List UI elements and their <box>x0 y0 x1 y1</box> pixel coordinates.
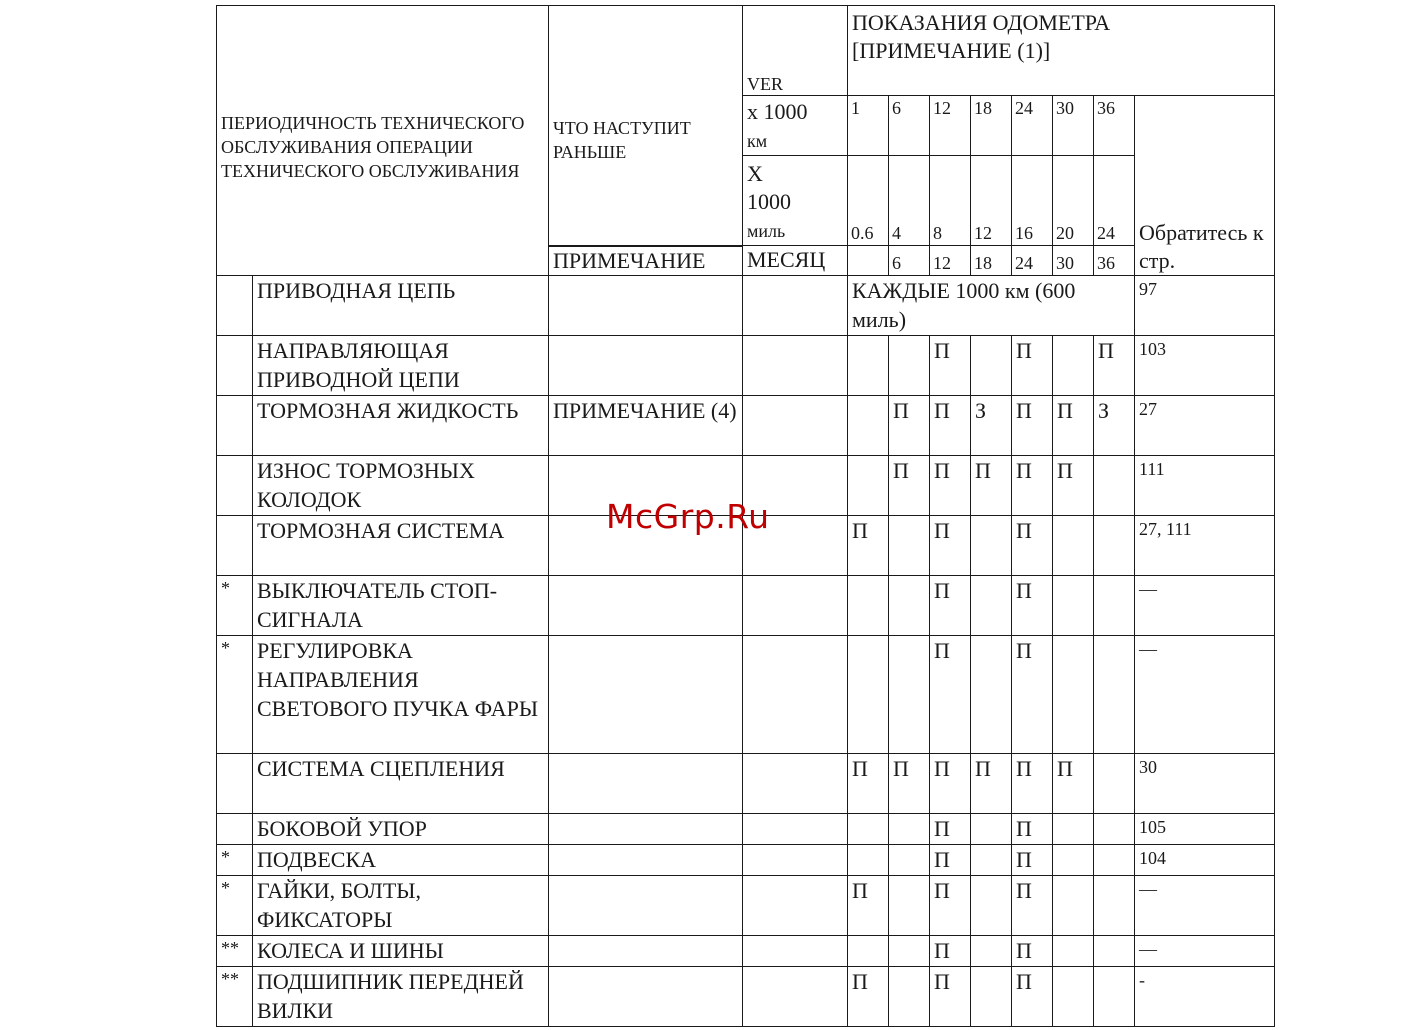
month-label: МЕСЯЦ <box>743 246 848 276</box>
schedule-mark: П <box>1012 936 1053 967</box>
schedule-mark: П <box>930 636 971 754</box>
month-value: 6 <box>889 246 930 276</box>
schedule-mark: П <box>1012 754 1053 814</box>
km-value: 1 <box>848 96 889 156</box>
table-row <box>217 754 1275 814</box>
table-row <box>217 814 1275 845</box>
schedule-mark <box>971 814 1012 845</box>
reference-page: 103 <box>1135 336 1275 396</box>
note-cell <box>549 276 743 336</box>
importance-marker <box>217 456 253 516</box>
mile-value: 4 <box>889 156 930 246</box>
month-cell <box>743 814 848 845</box>
schedule-mark <box>848 576 889 636</box>
reference-page: 27, 111 <box>1135 516 1275 576</box>
table-row <box>217 936 1275 967</box>
importance-marker <box>217 396 253 456</box>
month-cell <box>743 754 848 814</box>
table-row <box>217 516 1275 576</box>
table-row <box>217 576 1275 636</box>
reference-page: — <box>1135 876 1275 936</box>
month-cell <box>743 396 848 456</box>
mile-value: 20 <box>1053 156 1094 246</box>
month-cell <box>743 276 848 336</box>
schedule-mark: З <box>971 396 1012 456</box>
schedule-mark: П <box>1053 456 1094 516</box>
schedule-mark <box>1094 814 1135 845</box>
schedule-mark: П <box>1012 967 1053 1027</box>
schedule-mark <box>1094 936 1135 967</box>
schedule-mark: П <box>1012 636 1053 754</box>
schedule-mark: П <box>1012 396 1053 456</box>
month-cell <box>743 636 848 754</box>
schedule-mark <box>1094 967 1135 1027</box>
schedule-mark: П <box>930 456 971 516</box>
schedule-mark <box>1053 876 1094 936</box>
note-cell <box>549 456 743 516</box>
schedule-mark: П <box>1012 516 1053 576</box>
km-unit-label: x 1000 км <box>743 96 848 156</box>
schedule-mark: П <box>1012 336 1053 396</box>
mile-value: 0.6 <box>848 156 889 246</box>
schedule-mark: П <box>930 936 971 967</box>
maintenance-item: КОЛЕСА И ШИНЫ <box>253 936 549 967</box>
mile-value: 16 <box>1012 156 1053 246</box>
schedule-mark: П <box>1012 456 1053 516</box>
schedule-mark <box>1053 516 1094 576</box>
maintenance-item: НАПРАВЛЯЮЩАЯ ПРИВОДНОЙ ЦЕПИ <box>253 336 549 396</box>
note-cell <box>549 336 743 396</box>
schedule-mark <box>1053 845 1094 876</box>
reference-page: 105 <box>1135 814 1275 845</box>
odometer-title: ПОКАЗАНИЯ ОДОМЕТРА [ПРИМЕЧАНИЕ (1)] <box>848 6 1275 96</box>
schedule-mark <box>971 576 1012 636</box>
month-cell <box>743 845 848 876</box>
table-row <box>217 876 1275 936</box>
maintenance-schedule-table <box>216 5 1275 1027</box>
schedule-mark: П <box>1012 814 1053 845</box>
schedule-mark <box>1053 576 1094 636</box>
interval-title: ПЕРИОДИЧНОСТЬ ТЕХНИЧЕСКОГО ОБСЛУЖИВАНИЯ ОПЕРАЦИИ ТЕХНИЧЕСКОГО ОБСЛУЖИВАНИЯ <box>217 6 549 276</box>
importance-marker: ** <box>217 936 253 967</box>
schedule-mark: П <box>971 456 1012 516</box>
schedule-mark <box>1053 936 1094 967</box>
note-cell <box>549 936 743 967</box>
schedule-mark: П <box>930 967 971 1027</box>
km-value: 12 <box>930 96 971 156</box>
maintenance-item: ПОДВЕСКА <box>253 845 549 876</box>
schedule-mark <box>848 636 889 754</box>
schedule-mark: П <box>848 516 889 576</box>
note-cell: ПРИМЕЧАНИЕ (4) <box>549 396 743 456</box>
schedule-mark <box>889 936 930 967</box>
schedule-mark <box>1094 876 1135 936</box>
schedule-mark: П <box>930 845 971 876</box>
ver-label: VER <box>743 6 848 96</box>
watermark: McGrp.Ru <box>606 497 770 536</box>
schedule-mark <box>848 814 889 845</box>
schedule-mark <box>889 876 930 936</box>
schedule-mark <box>1053 336 1094 396</box>
importance-marker <box>217 336 253 396</box>
schedule-mark <box>971 336 1012 396</box>
mile-unit-label: X 1000 миль <box>743 156 848 246</box>
schedule-mark <box>889 576 930 636</box>
km-value: 6 <box>889 96 930 156</box>
schedule-mark <box>848 936 889 967</box>
schedule-mark <box>1053 814 1094 845</box>
reference-page: — <box>1135 636 1275 754</box>
schedule-mark <box>1053 967 1094 1027</box>
month-cell <box>743 876 848 936</box>
maintenance-item: ГАЙКИ, БОЛТЫ, ФИКСАТОРЫ <box>253 876 549 936</box>
km-value: 30 <box>1053 96 1094 156</box>
schedule-mark: П <box>1053 396 1094 456</box>
schedule-mark: П <box>1012 845 1053 876</box>
maintenance-item: РЕГУЛИРОВКА НАПРАВЛЕНИЯ СВЕТОВОГО ПУЧКА ФАРЫ <box>253 636 549 754</box>
month-cell <box>743 967 848 1027</box>
schedule-mark <box>1094 516 1135 576</box>
reference-page: 30 <box>1135 754 1275 814</box>
maintenance-item: ПОДШИПНИК ПЕРЕДНЕЙ ВИЛКИ <box>253 967 549 1027</box>
month-value: 12 <box>930 246 971 276</box>
note-cell <box>549 845 743 876</box>
month-value: 24 <box>1012 246 1053 276</box>
schedule-mark <box>889 516 930 576</box>
km-value: 18 <box>971 96 1012 156</box>
schedule-mark <box>848 456 889 516</box>
importance-marker: * <box>217 876 253 936</box>
note-cell <box>549 876 743 936</box>
whichever-first-label: ЧТО НАСТУПИТ РАНЬШЕ <box>549 6 743 246</box>
schedule-mark: П <box>889 754 930 814</box>
importance-marker: * <box>217 845 253 876</box>
month-cell <box>743 456 848 516</box>
schedule-mark <box>889 636 930 754</box>
maintenance-item: ИЗНОС ТОРМОЗНЫХ КОЛОДОК <box>253 456 549 516</box>
schedule-mark: П <box>848 876 889 936</box>
schedule-mark <box>848 396 889 456</box>
schedule-mark <box>889 814 930 845</box>
header-row-odometer <box>217 6 1275 96</box>
importance-marker <box>217 276 253 336</box>
month-value <box>848 246 889 276</box>
schedule-mark <box>889 845 930 876</box>
schedule-mark <box>889 967 930 1027</box>
reference-page: 97 <box>1135 276 1275 336</box>
note-cell <box>549 967 743 1027</box>
schedule-mark <box>971 876 1012 936</box>
maintenance-item: ПРИВОДНАЯ ЦЕПЬ <box>253 276 549 336</box>
month-value: 18 <box>971 246 1012 276</box>
importance-marker <box>217 814 253 845</box>
importance-marker <box>217 754 253 814</box>
schedule-mark <box>1094 576 1135 636</box>
month-value: 30 <box>1053 246 1094 276</box>
reference-page: 111 <box>1135 456 1275 516</box>
importance-marker: * <box>217 636 253 754</box>
maintenance-item: ТОРМОЗНАЯ ЖИДКОСТЬ <box>253 396 549 456</box>
schedule-mark <box>971 636 1012 754</box>
note-cell <box>549 754 743 814</box>
reference-page: 27 <box>1135 396 1275 456</box>
table-row <box>217 845 1275 876</box>
schedule-mark <box>971 967 1012 1027</box>
importance-marker: * <box>217 576 253 636</box>
maintenance-item: ВЫКЛЮЧАТЕЛЬ СТОП-СИГНАЛА <box>253 576 549 636</box>
schedule-mark: П <box>930 876 971 936</box>
schedule-mark <box>971 516 1012 576</box>
note-cell <box>549 576 743 636</box>
reference-page: — <box>1135 576 1275 636</box>
schedule-mark: П <box>848 754 889 814</box>
schedule-mark: П <box>930 396 971 456</box>
month-cell <box>743 936 848 967</box>
schedule-mark: П <box>848 967 889 1027</box>
schedule-mark: П <box>930 516 971 576</box>
month-cell <box>743 516 848 576</box>
km-value: 36 <box>1094 96 1135 156</box>
mile-value: 12 <box>971 156 1012 246</box>
schedule-mark: П <box>930 814 971 845</box>
schedule-mark <box>1094 754 1135 814</box>
schedule-mark: П <box>1094 336 1135 396</box>
mile-value: 24 <box>1094 156 1135 246</box>
reference-page-label: Обратитесь к стр. <box>1135 96 1275 276</box>
schedule-mark <box>971 845 1012 876</box>
table-row <box>217 967 1275 1027</box>
schedule-mark: П <box>889 456 930 516</box>
table-row <box>217 336 1275 396</box>
schedule-mark <box>1094 456 1135 516</box>
schedule-mark: П <box>930 336 971 396</box>
reference-page: 104 <box>1135 845 1275 876</box>
table-row <box>217 636 1275 754</box>
maintenance-item: СИСТЕМА СЦЕПЛЕНИЯ <box>253 754 549 814</box>
note-cell <box>549 814 743 845</box>
schedule-mark: П <box>1012 876 1053 936</box>
schedule-mark <box>889 336 930 396</box>
reference-page: - <box>1135 967 1275 1027</box>
schedule-mark: П <box>971 754 1012 814</box>
schedule-mark: П <box>1012 576 1053 636</box>
km-value: 24 <box>1012 96 1053 156</box>
month-cell <box>743 336 848 396</box>
mile-value: 8 <box>930 156 971 246</box>
maintenance-item: БОКОВОЙ УПОР <box>253 814 549 845</box>
schedule-mark: П <box>1053 754 1094 814</box>
schedule-mark: П <box>930 576 971 636</box>
note-column-label: ПРИМЕЧАНИЕ <box>549 246 743 276</box>
reference-page: — <box>1135 936 1275 967</box>
schedule-mark: З <box>1094 396 1135 456</box>
interval-note: КАЖДЫЕ 1000 км (600 миль) <box>848 276 1135 336</box>
month-value: 36 <box>1094 246 1135 276</box>
table-row <box>217 276 1275 336</box>
note-cell <box>549 516 743 576</box>
schedule-mark: П <box>889 396 930 456</box>
importance-marker: ** <box>217 967 253 1027</box>
table-row <box>217 456 1275 516</box>
importance-marker <box>217 516 253 576</box>
month-cell <box>743 576 848 636</box>
schedule-mark <box>848 336 889 396</box>
schedule-mark <box>1094 845 1135 876</box>
schedule-mark: П <box>930 754 971 814</box>
schedule-mark <box>1094 636 1135 754</box>
table-row <box>217 396 1275 456</box>
schedule-mark <box>848 845 889 876</box>
note-cell <box>549 636 743 754</box>
schedule-mark <box>971 936 1012 967</box>
schedule-mark <box>1053 636 1094 754</box>
maintenance-item: ТОРМОЗНАЯ СИСТЕМА <box>253 516 549 576</box>
